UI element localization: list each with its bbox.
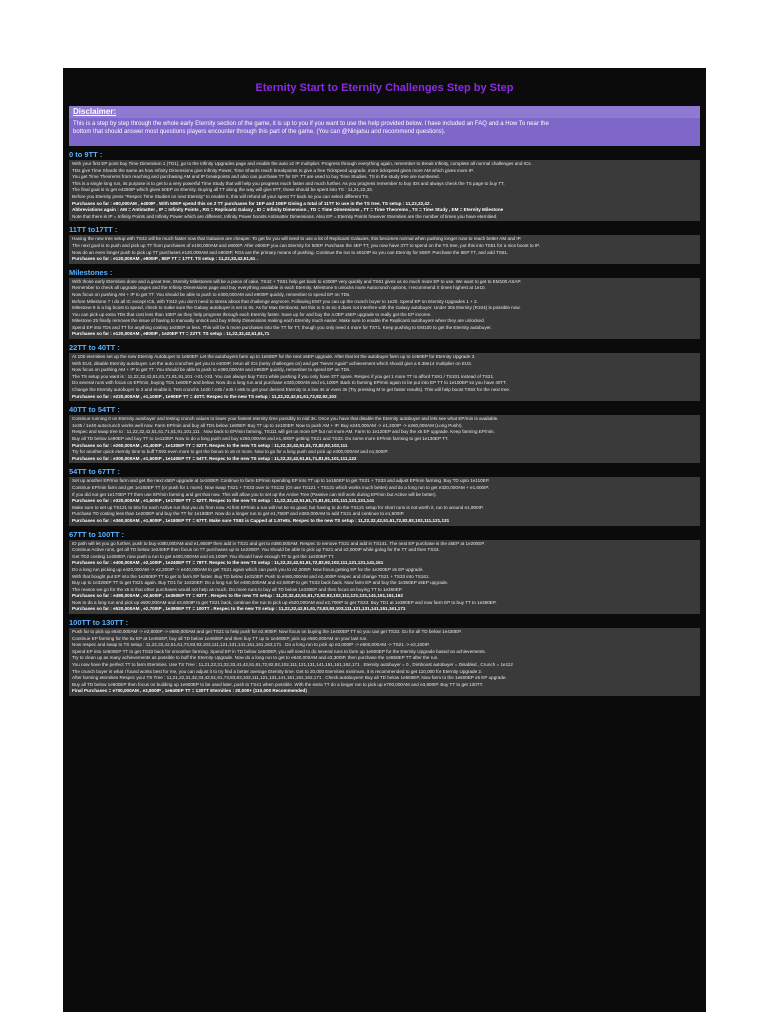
text-line: Now focus on pushing AM + IP to get TT. You should be able to push to e300,000AM and e900IP quickly, remember to spend EP on TDs.	[72, 291, 351, 297]
text-line: Buy all TD below 1e90EP and buy TT to 1e110EP. Now to do a long push and buy e260,000AM and e1,400IP getting TS21 and TS33. Do some more EP/min farming to get 1e130EP TT.	[72, 436, 449, 441]
section-body	[69, 160, 700, 221]
summary-line: Purchases so far : e120,000AM , e800IP , 8EP TT = 17TT. TS setup : 11,22,32,42,51,61 .	[72, 256, 258, 262]
text-line: Set up another EP/min farm and get the next x5EP upgrade at 1e160EP. Continue to farm EP/min spending EP into TT up to 1e150EP to get TS21 + TS33 and adjust EP/min farming. Buy TD upto 1e110EP.	[72, 478, 490, 484]
text-line: The crunch buyer is what I found works best for me, you can adjust it to try find a better average Eternity time. Get to 20,000 Eternities minimum, it is recommended to get 110,000 for Eternity Upgrade 2.	[72, 668, 483, 674]
summary-line: Purchases so far : e480,000AM , e2,500IP , 1e350EP TT = 93TT . Respec to the new TS setup : 11,22,32,42,51,61,72,82,92,102,111,121,131,141,151,161,162	[72, 593, 403, 599]
text-line: Now respec and swap to TS setup : 11,22,32,42,51,61,73,83,93,103,111,121,131,141,151,161,162,171 . Do a long run to pick up e3,000IP -> e600,000AM -> TS21 -> e3,100IP.	[72, 642, 430, 648]
text-line: Continue Active runs, get all TD below 1e240EP then focus on TT purchases up to 1e230EP. You should be able to pick up TS21 and e2,000IP while going for the TT and then TS33.	[72, 547, 440, 553]
text-line: The reason we go for the x5 is that other purchases would not help as much. Do more runs to buy all TD below 1e330EP and then focus on buying TT to 1e350EP.	[72, 586, 403, 592]
section-heading: 11TT to17TT :	[69, 225, 118, 235]
section-body	[69, 540, 700, 615]
section-body	[69, 477, 700, 525]
summary-line: Purchases so far : e360,000AM , e1,900IP , 1e180EP TT = 67TT. Make sure TS92 is Capped at 1.07e8x. Respec to the new TS setup : 11,22,32,42,51,61,72,82,92,102,111,121,131	[72, 517, 450, 523]
text-line: You can pick up extra TDs that cost less than 10EP as they help progress through each Eternity faster. Save up for and buy the 4.0EP x5EP upgrade to really get the EP income.	[72, 311, 432, 317]
text-line: At 100 eternities set up the new Eternity Autobuyer to 1e50EP. Let the autobuyers farm up to 1e50EP for the next x5EP upgrade. After that let the autobuyer farm up to 1e50EP for Eternity Upgrade 3.	[72, 354, 476, 360]
text-line: You get Time Theorems from reaching and purchasing AM and IP breakpoints and also can purchase TT for EP. TT are used to buy Time Studies. TS in the study tree are numbered.	[72, 174, 440, 180]
text-line: Get TD2 costing 1e280EP, now push a run to get e400,000AM and e2,100IP. You should have enough TT to get the 1e200EP TT.	[72, 553, 335, 559]
text-line: Buy all TD below 1e600EP then focus on building up 1e600EP to be used later, push to TS41 when possible. With the extra TT do a longer run to pick up e700,000AM and e3,800IP. Buy TT to get 130TT.	[72, 681, 484, 687]
text-line: Try to clean up as many achievements as possible to buff the Eternity Upgrade. Now do a long run to get to e640,000AM and e3,300IP, then purchase the 1e550EP TT after the run.	[72, 655, 439, 661]
text-line: With those early Eternities done and a great tree, Eternity Milestones will be a piece of cake. TS42 + TS51 help get back to e300IP very quickly and TS61 gives us so much more EP to use. We want to get to EM100 ASAP.	[72, 278, 522, 284]
text-line: Push far to pick up e540,000AM -> e2,800IP -> e560,000AM and get TS21 to help push for e2,900IP. Now focus on buying the 1e400EP TT so you can get TS33. Go for all TD below 1e430EP.	[72, 629, 462, 635]
text-line: Now to do a long run and pick up e500,000AM and e2,600IP to get TS21 back, continue the run to pick up e520,000AM and e2,700IP to get TS33. Buy TD1 at 1e380EP and now farm EP to buy TT to 1e390EP.	[72, 599, 497, 605]
text-line: Now do an even longer push to pick up TT purchases e120,000AM and e800IP, RGs are the primary means of pushing. Continue the run to e810IP so you can Eternity for 50EP. Purchase the 8EP TT, and add TS61.	[72, 249, 509, 255]
section-body	[69, 235, 700, 263]
text-line: The next goal is to push and pick up TT from purchases of e100,000AM and e800IP. After e500IP you can Eternity for 50EP. Purchase the 4EP TT, you now have 3TT to spend on the TS tree, put this into TS51 for a nice boost to IP.	[72, 242, 540, 248]
text-line: Change the Eternity autobuyer to 2 and enable it. Test crunchs 1e20 / e35 / e45 / e55 to get your desired Eternity to a low 4s or even 3s (Try pressing M to get faster results). This will help boost TS92 for the next tree.	[72, 387, 511, 393]
text-line: With that bought put EP into the 1e280EP TT to get to farm EP faster. Buy TD below 1e310EP. Push to e460,000AM and e2,400IP respec and change TS21 + TS33 into TS161.	[72, 573, 430, 579]
section-body	[69, 278, 700, 339]
text-line: Respec and swap tree to : 11,22,32,42,51,61,71,81,91,101,111 . Now back to EP/min farming, TS111 will get us more EP but not more AM. Farm to 1e120EP and buy the x5 EP upgrade. Keep farming EP/min.	[72, 429, 495, 435]
text-line: Continue EP/min farm and get 1e160EP TT (or push for 1 more). Now swap TS21 + TS33 over to TS132 (Or use TS121 + TS131 which works much better) and do a long run to get e320,000AM + e1,600IP.	[72, 484, 490, 490]
text-line: With your first EP point buy Time Dimension 1 (TD1), go to the Infinity Upgrades page and enable the auto x2 IP multiplier. Progress through everything again, remember to Break Infinity, complete all normal challenges and ICs.	[72, 161, 532, 166]
summary-line: Purchases so far : e400,000AM , e2,100IP , 1e240EP TT = 78TT. Respec to the new TS setup : 11,22,32,42,51,61,72,82,92,102,111,121,131,141,151	[72, 560, 384, 566]
text-line: If you did not get 1e170EP TT then use EP/min farming and get that now. This will allow you to set up the Active Tree (Passive can still work during EP/min but Active will be better).	[72, 491, 437, 497]
disclaimer-heading: Disclaimer:	[69, 106, 700, 118]
text-line: Purchase TD costing less than 1e200EP and buy the TT for 1e180EP. Now do a longer run to get e1,750IP and e360,000AM to add TS21 and continue to e1,900IP.	[72, 511, 405, 517]
text-line: Do several runs with focus on EP/min, buying TDs 1e60EP and below. Now do a long run and purchase e330,000AM and e1,100IP. Back to farming EP/min again to be put into EP TT to 1e100EP so you have 40TT.	[72, 380, 507, 386]
text-line: 1e35 / 1e40 autocrunch works well now. Farm EP/min and buy all TDs below 1e80EP. Buy TT up to 1e100EP. Now to push AM + IP. Buy e240,000AM -> e1,200IP -> e260,000AM (Long Push!).	[72, 422, 463, 428]
section-heading: 100TT to 130TT :	[69, 618, 129, 628]
text-line: Having the new tree setup with TS42 will be much faster now that Galaxies are cheaper. To get far you will need to use a lot of Replicanti Galaxies, this becomes normal when pushing longer runs to reach better AM and IP.	[72, 236, 522, 242]
text-line: TDs give Time Shards the same as how Infinity Dimensions give Infinity Power, Time Shards reach breakpoints to give a free Tickspeed upgrade, more tickspeed gives more AM which gives more IP.	[72, 167, 474, 173]
summary-line: Purchases so far : e300,000AM , e1,500IP , 1e140EP TT = 54TT. Respec to the new TS setup : 11,22,32,42,51,61,71,81,91,101,111,122	[72, 455, 357, 461]
text-line: Before you Eternity press "Respec Time Studies on next Eternity" to enable it, this will refund all your spent TT back so you can select different TS.	[72, 193, 370, 199]
summary-line: Purchases so far : e220,000AM , e1,100IP , 1e90EP TT = 40TT. Respec to the new TS setup : 11,22,32,42,51,61,72,82,92,102	[72, 393, 337, 399]
section-heading: 0 to 9TT :	[69, 150, 103, 159]
text-line: This is a single long run, its purpose is to get to a very powerful Time Study that will help you progress much faster and much further. As you progress remember to buy IDs and always check the TS page to buy TT.	[72, 180, 505, 186]
section-heading: 67TT to 100TT :	[69, 529, 125, 539]
summary-line: Final Purchases = e700,000AM , e3,800IP , 1e640EP TT = 130TT Eternities : 20,000+ (110,000 Recommended)	[72, 688, 307, 694]
text-line: Do a long run picking up e420,000AM -> e2,200IP -> e440,000AM to get TS21 again which can push you to e2,300IP. Now focus getting EP for the 1e300EP x5 EP upgrade.	[72, 566, 424, 572]
section-body	[69, 415, 700, 463]
summary-line: Purchases so far : e520,000AM , e2,700IP , 1e390EP TT = 100TT . Respec to the new TS setup : 11,22,32,42,51,61,73,83,93,103,111,121,131,141,151,161,171	[72, 606, 406, 612]
text-line: Note that there is IP = Infinity Points and Infinity Power which are different, Infinity Power boosts Antimatter Dimensions. Also EP = Eternity Points however Eternities are the number of times you have eternitied.	[72, 213, 498, 219]
text-line: Remember to check all upgrade pages and the Infinity Dimensions page and buy everything available in each Eternity. Milestone 5 unlocks more Autocrunch options, I recommend X times highest at 1e10.	[72, 285, 486, 291]
text-line: You now have the perfect TT to farm Eternities. Use TS Tree : 11,21,22,31,32,33,41,42,51,61,72,82,92,102,111,121,131,141,151,161,162,171 . Eternity autobuyer = 0 , Dimboost autobuyer = Disabled , Crunch = 1e112	[72, 662, 513, 668]
sections-container	[63, 150, 706, 696]
text-line: The final goal is to get e4250IP which gives 50EP on Eternity. Buying all TT along the way will give 9TT, these should be spent into TS : 11,21,22,33.	[72, 187, 373, 193]
text-line: Continue EP farming for the 5x EP at 1e450EP, buy all TD below 1e460EP and then buy TT up to 1e480EP, pick up e580,000AM on your last run.	[72, 635, 368, 641]
text-line: Spend EP into TDs and TT for anything costing 1e20EP or less. This will be 5 more purchases into the TT for TT, though you only need 4 more for TS71. Keep pushing to EM100 to get the Eternity autobuyer.	[72, 324, 492, 330]
disclaimer-line: bottom that should answer most questions players encounter through this part of the game. (You can @Ninjatsu and recommend questions).	[73, 129, 446, 135]
section-heading: Milestones :	[69, 267, 113, 277]
page-title: Eternity Start to Eternity Challenges Step by Step	[255, 82, 514, 94]
summary-line: Purchases so far : e320,000AM , e1,600IP , 1e170EP TT = 62TT. Respec to the new TS setup : 11,22,32,42,51,61,71,81,91,101,111,121,131,141	[72, 498, 375, 504]
summary-line: Purchases so far : e260,000AM , e1,400IP , 1e130EP TT = 52TT. Respec to the new TS setup : 11,22,32,42,51,61,72,82,92,102,111	[72, 442, 348, 448]
text-line: After farming eternities Respec your TS Tree : 11,21,22,31,32,33,42,51,61,73,83,93,103,111,121,131,141,151,161,162,171 . Check autobuyers! Buy all TD below 1e550EP, Now farm to the 1e600EP x5 EP upgrade.	[72, 675, 507, 681]
section-heading: 40TT to 54TT :	[69, 405, 120, 415]
section-body	[69, 628, 700, 696]
text-line: Continue running 0 on Eternity autobuyer and testing crunch values to lower your fastest eternity time possibly to mid 3s. Once you have that disable the Eternity autobuyer and lets see what EP/min is available.	[72, 416, 499, 422]
summary-line: Purchases so far : e80,000AM , e400IP . With 50EP spend this on 2 TT purchases for 1EP and 10EP Giving a total of 11TT to use in the TS tree. TS setup : 11,22,32,42 .	[72, 200, 433, 206]
text-line: ID path will let you go further, push to buy e380,000AM and e1,900IP then add in TS21 and get to e380,000AM. Respec to remove TS21 and add in TS141. The next EP purchase is the x5EP at 1e200EP.	[72, 540, 486, 546]
document-page	[63, 68, 706, 1012]
summary-line: Purchases so far : e120,000AM , e800IP , 1e20EP TT = 22TT. TS setup : 11,22,32,42,51,61,71	[72, 331, 270, 337]
text-line: Before Milestone 7 I do all IC except IC5, with TS42 you don't need to stress about that challenge anymore. Following EM7 you can up the crunch buyer to 1e20. Spend EP on Eternity Upgrades 1 + 2.	[72, 298, 478, 304]
section-body	[69, 353, 700, 401]
text-line: Now focus on pushing AM + IP to get TT. You should be able to push to e360,000AM and e950IP quickly, remember to spend EP on TDs.	[72, 367, 351, 373]
summary-line: Abbreviations again : AM = Antimatter , IP = Infinity Points , RG = Replicanti Galaxy , ID = Infinity Dimension , TD = Time Dimensions , TT = Time Theorems , TS = Time Study , EM = Eternity Milestone	[72, 207, 504, 213]
disclaimer-line: This is a step by step through the whole early Eternity section of the game, it is up to you if you want to use the help provided below. I have included an FAQ and a How To near the	[73, 121, 549, 127]
text-line: Spend EP into 1e500EP TT to get TS33 back for smoother farming. Spend EP in TD below 1e500EP, you will need to do several runs to farm up 1e500EP for the Eternity Upgrade based on achievements.	[72, 648, 486, 654]
disclaimer-body	[69, 118, 700, 146]
text-line: Buy up to 1e320EP TT to get TS21 again. Buy TD1 for 1e320EP. Do a long run for e480,000AM and e2,500IP to get TS33 back back. Now farm EP and buy the 1e350EP x5EP upgrade.	[72, 580, 449, 586]
text-line: Try for another quick eternity time to buff TS92 even more to get the bonus to x6 or more. Now to go for a long push and pick up e300,000AM and e1,500IP.	[72, 449, 389, 455]
text-line: The TS setup you want is : 11,22,32,42,51,61,71,81,91,101 ->21->33. You can always buy TS21 while pushing if you only have 3TT spare. Respec if you get 1 more TT to afford TS91 / TS101 instead of TS21.	[72, 373, 495, 379]
section-heading: 22TT to 40TT :	[69, 343, 120, 353]
text-line: Milestone 25 finally removes the issue of having to manually unlock and buy Infinity Dimensions making each Eternity much easier. Make sure to enable the Replicanti autobuyers when they are unlocked.	[72, 318, 485, 324]
text-line: Make sure to set up TS121 to 50x for each Active run that you do from now. At first EP/min a run will not be so good, but having to do the TS121 setup for short runs is not worth it, run to around e1,900IP.	[72, 504, 484, 510]
section-heading: 54TT to 67TT :	[69, 467, 120, 477]
text-line: Milestone 9 is a big boost to speed, check to make sure the Galaxy autobuyer is set to 0s. As for Max Dimboost, set this to 0.4s so it does not interfere with the Galaxy autobuyer. Under 30s Eternity (R104) is possible now.	[72, 305, 521, 311]
text-line: With EU3, disable Eternity autobuyer. Let the auto crunches get you to e400IP, rerun all ICs (netry challenges on) and get "Never Again" achievement which should give a 6.38e14 multiplier on EU3.	[72, 360, 473, 366]
